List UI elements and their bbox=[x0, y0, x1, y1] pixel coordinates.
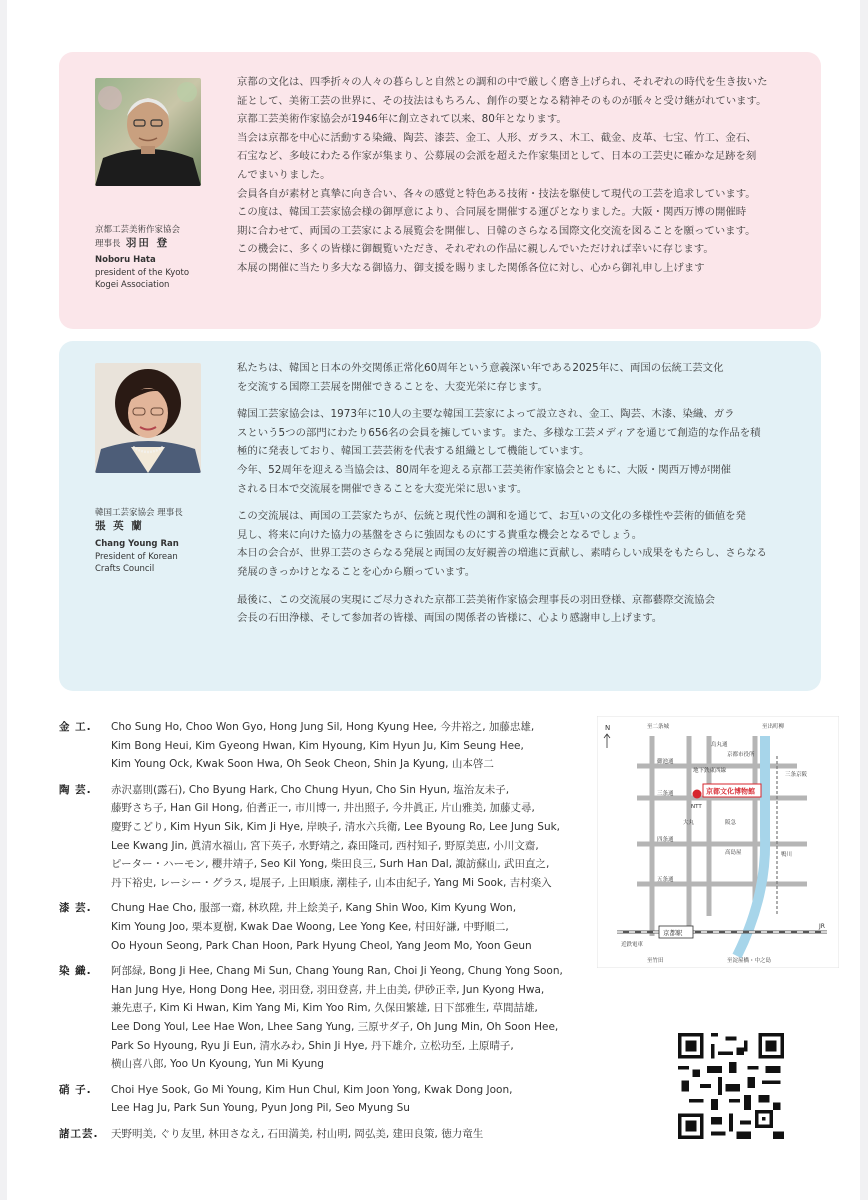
text-line: される日本で交流展を開催できることを大変光栄に思います。 bbox=[237, 482, 528, 495]
name-label: 羽田 登 bbox=[125, 236, 170, 249]
names-line: Oo Hyoun Seong, Park Chan Hoon, Park Hyung Cheol, Yang Jeom Mo, Yoon Geun bbox=[111, 939, 532, 952]
kyoto-station-label: 京都駅 bbox=[663, 929, 683, 937]
category-label: 金 工. bbox=[59, 721, 92, 733]
category-names bbox=[111, 1125, 589, 1144]
category-label: 漆 芸. bbox=[59, 902, 92, 915]
text-line: 会員各自が素材と真摯に向き合い、各々の感覚と特色ある技術・技法を駆使して現代の工芸を追求しています。 bbox=[237, 187, 756, 200]
museum-label: 京都文化博物館 bbox=[706, 787, 755, 796]
map-label: 至二条城 bbox=[647, 724, 670, 730]
portrait-chang-young-ran bbox=[95, 363, 201, 473]
text-line: んでまいりました。 bbox=[237, 168, 331, 181]
map-label: 鴨川 bbox=[781, 852, 793, 858]
role-en-line-2: Crafts Council bbox=[95, 564, 155, 574]
names-line: Chung Hae Cho, 服部一齋, 林玖陞, 井上絵美子, Kang Shin Woo, Kim Kyung Won, bbox=[111, 902, 517, 915]
map-label: 五条通 bbox=[657, 877, 674, 883]
names-line: 横山喜八郎, Yoo Un Kyoung, Yun Mi Kyung bbox=[111, 1058, 324, 1071]
category-label: 硝 子. bbox=[59, 1083, 92, 1096]
text-line: この交流展は、両国の工芸家たちが、伝統と現代性の調和を通じて、お互いの文化の多様性や芸術的価値を発 bbox=[237, 510, 746, 523]
category-ceramics bbox=[59, 781, 589, 893]
text-line: 京都の文化は、四季折々の人々の暮らしと自然との調和の中で厳しく磨き上げられ、それぞれの時代を生き抜いた bbox=[237, 76, 768, 88]
text-line: 当会は京都を中心に活動する染織、陶芸、漆芸、金工、人形、ガラス、木工、截金、皮革、七宝、竹工、金石、 bbox=[237, 131, 757, 144]
text-line: 最後に、この交流展の実現にご尽力された京都工芸美術作家協会理事長の羽田登様、京都藝際交流協会 bbox=[237, 593, 715, 606]
jr-label: JR bbox=[819, 923, 825, 930]
text-line: この度は、韓国工芸家協会様の御厚意により、合同展を開催する運びとなりました。大阪・関西万博の開催時 bbox=[237, 206, 747, 219]
text-line: 石宝など、多岐にわたる作家が集まり、公募展の会派を超えた作家集団として、日本の工芸史に確かな足跡を刻 bbox=[237, 150, 757, 163]
text-line: スという5つの部門にわたり656名の会員を擁しています。また、多様な工芸メディアを通じて創造的な作品を積 bbox=[237, 426, 761, 439]
text-line: 韓国工芸家協会は、1973年に10人の主要な韓国工芸家によって設立され、金工、陶芸、木漆、染織、ガラ bbox=[237, 408, 735, 421]
role-en-line-1: President of Korean bbox=[95, 551, 178, 562]
map-label: 阪急 bbox=[725, 820, 737, 826]
text-line: 本日の会合が、世界工芸のさらなる発展と両国の友好親善の増進に貢献し、素晴らしい成果をもたらし、さらなる bbox=[237, 547, 767, 560]
category-names bbox=[111, 899, 589, 955]
map-label: NTT bbox=[691, 804, 702, 810]
names-line: Han Jung Hye, Hong Dong Hee, 羽田登, 羽田登喜, 井上由美, 伊砂正幸, Jun Kyong Hwa, bbox=[111, 983, 545, 996]
names-line: Lee Dong Youl, Lee Hae Won, Lhee Sang Yung, 三原サダ子, Oh Jung Min, Oh Soon Hee, bbox=[111, 1020, 559, 1033]
name-label: 張 英 蘭 bbox=[95, 519, 144, 532]
text-line: 私たちは、韓国と日本の外交関係正常化60周年という意義深い年である2025年に、両国の伝統工芸文化 bbox=[237, 362, 724, 374]
names-line: Park So Hyoung, Ryu Ji Eun, 清水みわ, Shin Ji Hye, 丹下雄介, 立松功至, 上原晴子, bbox=[111, 1039, 514, 1052]
names-line: 天野明美, ぐり友里, 林田さなえ, 石田満美, 村山明, 岡弘美, 建田良策, 徳力竜生 bbox=[111, 1127, 484, 1140]
category-misc-crafts bbox=[59, 1125, 589, 1144]
title-name-line bbox=[95, 236, 170, 249]
artist-list bbox=[59, 718, 589, 1150]
names-line: ピーター・ハーモン, 櫻井靖子, Seo Kil Yong, 柴田良三, Surh Han Dal, 諏訪蘇山, 武田直之, bbox=[111, 858, 550, 871]
names-line: Lee Kwang Jin, 眞清水福山, 宮下英子, 水野靖之, 森田隆司, 西村知子, 野原美恵, 小川文齋, bbox=[111, 839, 539, 852]
names-line: 阿部緑, Bong Ji Hee, Chang Mi Sun, Chang Young Ran, Choi Ji Yeong, Chung Yong Soon, bbox=[111, 965, 563, 978]
role-en-line-1: president of the Kyoto bbox=[95, 267, 190, 278]
name-en-label: Chang Young Ran bbox=[95, 539, 179, 549]
affiliation-label: 京都工芸美術作家協会 bbox=[95, 225, 181, 235]
page bbox=[7, 0, 860, 1200]
map-label: 高島屋 bbox=[725, 850, 742, 856]
text-line: 京都工芸美術作家協会が1946年に創立されて以来、80年となります。 bbox=[237, 113, 567, 126]
text-line: を交流する国際工芸展を開催できることを、大変光栄に存じます。 bbox=[237, 380, 548, 393]
portrait-noboru-hata bbox=[95, 78, 201, 186]
category-glass bbox=[59, 1081, 589, 1118]
portrait-photo-chang bbox=[95, 363, 201, 473]
map-label: 御池通 bbox=[657, 759, 674, 765]
access-map bbox=[597, 716, 839, 968]
names-line: 藤野さち子, Han Gil Hong, 伯耆正一, 市川博一, 井出照子, 今井眞正, 片山雅美, 加藤丈尋, bbox=[111, 802, 535, 815]
text-line: 発展のきっかけとなることを心から願っています。 bbox=[237, 565, 476, 578]
category-label: 染 織. bbox=[59, 965, 92, 978]
greeting-korea-text bbox=[237, 359, 797, 628]
portrait-photo-hata bbox=[95, 78, 201, 186]
map-label: 四条通 bbox=[657, 837, 674, 843]
names-line: 慶野こどり, Kim Hyun Sik, Kim Ji Hye, 岸映子, 清水六兵衛, Lee Byoung Ro, Lee Jung Suk, bbox=[111, 820, 561, 833]
names-line: Kim Bong Heui, Kim Gyeong Hwan, Kim Hyoung, Kim Hyun Ju, Kim Seung Hee, bbox=[111, 739, 524, 752]
map-label: 至竹田 bbox=[647, 958, 664, 964]
greeting-japan-card bbox=[59, 52, 821, 329]
map-label: 三条通 bbox=[657, 791, 674, 797]
text-line: この機会に、多くの皆様に御観覧いただき、それぞれの作品に親しんでいただければ幸いに存じます。 bbox=[237, 243, 714, 256]
text-line: 期に合わせて、両国の工芸家による展覧会を開催し、日韓のさらなる国際文化交流を図ることを願っています。 bbox=[237, 224, 756, 237]
affiliation-label: 韓国工芸家協会 理事長 bbox=[95, 508, 183, 518]
museum-marker-icon bbox=[693, 790, 702, 799]
names-line: Kim Young Joo, 栗本夏樹, Kwak Dae Woong, Lee Yong Kee, 村田好謙, 中野順二, bbox=[111, 920, 509, 933]
map-label: 地下鉄東西線 bbox=[693, 768, 727, 774]
category-label: 陶 芸. bbox=[59, 783, 92, 796]
map-label: 三条京阪 bbox=[785, 772, 808, 778]
names-line: Lee Hag Ju, Park Sun Young, Pyun Jong Pil, Seo Myung Su bbox=[111, 1102, 410, 1115]
map-label: 至出町柳 bbox=[762, 724, 785, 730]
map-label: 近鉄電車 bbox=[621, 942, 644, 948]
category-names bbox=[111, 962, 589, 1074]
category-names bbox=[111, 718, 589, 774]
map-label: 烏丸通 bbox=[711, 742, 728, 748]
category-names bbox=[111, 1081, 589, 1118]
names-line: Choi Hye Sook, Go Mi Young, Kim Hun Chul, Kim Joon Yong, Kwak Dong Joon, bbox=[111, 1083, 513, 1096]
map-label: 京都市役所 bbox=[727, 752, 755, 758]
names-line: Cho Sung Ho, Choo Won Gyo, Hong Jung Sil, Hong Kyung Hee, 今井裕之, 加藤忠雄, bbox=[111, 721, 535, 733]
map-label: 大丸 bbox=[683, 820, 695, 826]
name-en-label: Noboru Hata bbox=[95, 255, 156, 265]
role-en-line-2: Kogei Association bbox=[95, 280, 170, 290]
text-line: 会長の石田浄様、そして参加者の皆様、両国の関係者の皆様に、心より感謝申し上げます。 bbox=[237, 612, 663, 625]
text-line: 証として、美術工芸の世界に、その技法はもちろん、創作の要となる精神そのものが脈々と受け継がれています。 bbox=[237, 94, 767, 107]
category-metalwork bbox=[59, 718, 589, 774]
north-letter: N bbox=[605, 724, 611, 732]
map-label: 至淀屋橋・中之島 bbox=[727, 958, 772, 964]
caption-chang bbox=[95, 507, 235, 576]
names-line: 赤沢嘉則(露石), Cho Byung Hark, Cho Chung Hyun, Cho Sin Hyun, 塩治友未子, bbox=[111, 783, 510, 796]
names-line: Kim Young Ock, Kwak Soon Hwa, Oh Seok Cheon, Shin Ja Kyung, 山本啓二 bbox=[111, 758, 494, 771]
greeting-korea-card bbox=[59, 341, 821, 691]
text-line: 見し、将来に向けた協力の基盤をさらに強固なものにする貴重な機会となるでしょう。 bbox=[237, 528, 643, 541]
category-textiles bbox=[59, 962, 589, 1074]
category-lacquer bbox=[59, 899, 589, 955]
caption-hata bbox=[95, 224, 235, 292]
names-line: 丹下裕史, レーシー・グラス, 堤展子, 上田順康, 潮桂子, 山本由紀子, Yang Mi Sook, 吉村楽入 bbox=[111, 876, 552, 889]
category-label: 諸工芸. bbox=[59, 1127, 99, 1140]
title-label: 理事長 bbox=[95, 238, 121, 249]
text-line: 本展の開催に当たり多大なる御協力、御支援を賜りました関係各位に対し、心から御礼申し上げます bbox=[237, 261, 705, 274]
text-line: 今年、52周年を迎える当協会は、80周年を迎える京都工芸美術作家協会とともに、大阪・関西万博が開催 bbox=[237, 463, 732, 476]
qr-code-icon[interactable] bbox=[678, 1033, 784, 1139]
greeting-japan-text bbox=[237, 73, 797, 278]
text-line: 極的に発表しており、韓国工芸芸術を代表する組織として機能しています。 bbox=[237, 445, 590, 458]
category-names bbox=[111, 781, 589, 893]
names-line: 兼先恵子, Kim Ki Hwan, Kim Yang Mi, Kim Yoo Rim, 久保田繁雄, 日下部雅生, 草間喆雄, bbox=[111, 1002, 538, 1015]
